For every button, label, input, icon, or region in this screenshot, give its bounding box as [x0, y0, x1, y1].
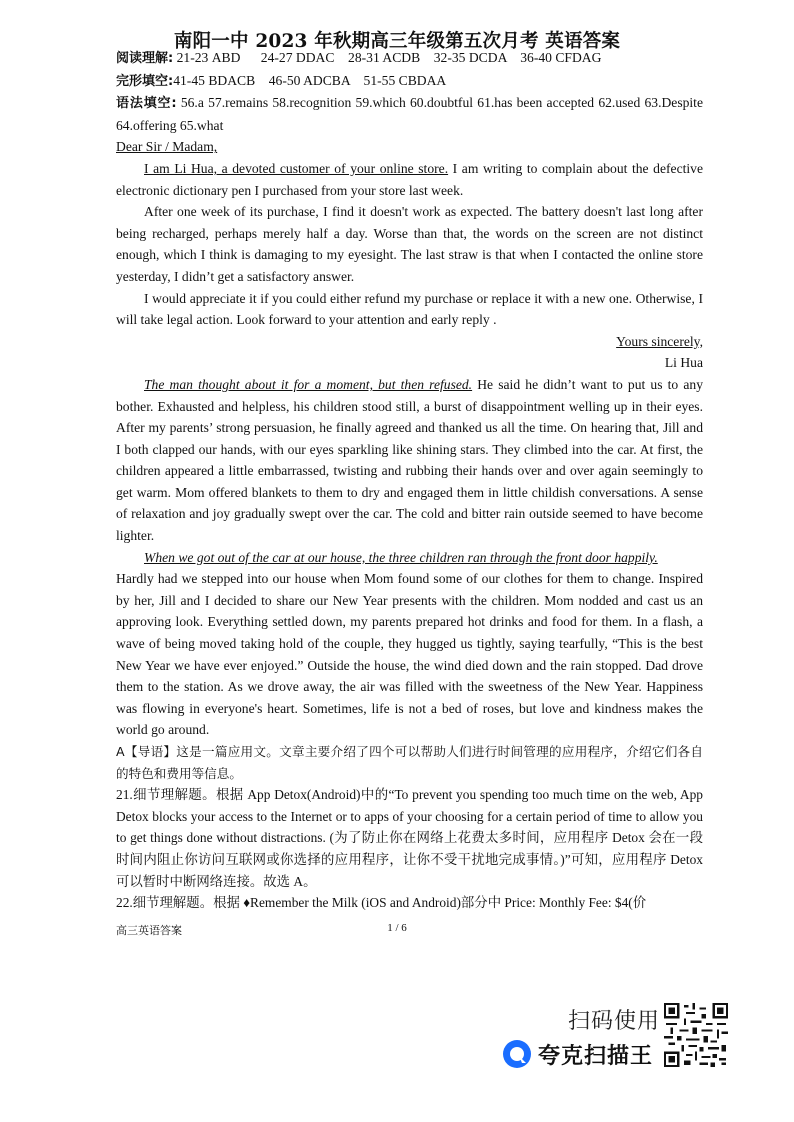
story-p2-lead: When we got out of the car at our house, the three children ran through the front door happily.	[144, 549, 658, 565]
explanation-q21: 21.细节理解题。根据 App Detox(Android)中的“To prevent you spending too much time on the web, App Detox blocks your access to the Internet or to apps of your choosing for a certain period of time to allow you to get things done without distractions. (为了防止你在网络上花费太多时间，应用程序 Detox 会在一段时间内阻止你访问互联网或你选择的应用程序，让你不受干扰地完成事情。)”可知，应用程序 Detox 可以暂时中断网络连接。故选 A。	[116, 787, 703, 889]
footer-page-number: 1 / 6	[387, 922, 407, 934]
reading-text: 21-23 ABD 24-27 DDAC 28-31 ACDB 32-35 DCDA 36-40 CFDAG	[173, 50, 602, 65]
letter-paragraph-2: After one week of its purchase, I find it doesn't work as expected. The battery doesn't last long after being recharged, perhaps merely half a day. Worse than that, the words on the screen are not distinct enough, which I think is damaging to my eyesight. The last straw is that when I contacted the online store yesterday, I didn’t get a satisfactory answer.	[116, 204, 703, 284]
explanation-intro: A【导语】这是一篇应用文。文章主要介绍了四个可以帮助人们进行时间管理的应用程序，介绍它们各自的特色和费用等信息。	[116, 744, 703, 781]
quark-logo-icon	[502, 1039, 532, 1069]
letter-signature: Li Hua	[664, 355, 703, 371]
grammar-answers	[116, 92, 703, 136]
explanation-q22: 22.细节理解题。根据 ♦Remember the Milk (iOS and Android)部分中 Price: Monthly Fee: $4(价	[116, 895, 647, 911]
story-p1-rest: He said he didn’t want to put us to any bother. Exhausted and helpless, his children stood still, a burst of disappointment welling up in their eyes. After my parents’ strong persuasion, he finally agreed and thanked us all the time. On hearing that, Jill and I both clapped our hands, with our eyes sparkling like shining stars. They climbed into the car. At first, the children appeared a little embarrassed, twisting and rubbing their hands over and over again seemingly to get warm. Mom offered blankets to them to dry and engaged them in little childish conversations. A sense of relaxation and joy gradually swept over the car. The cold and bitter rain outside seemed to have become lighter.	[116, 376, 703, 544]
story-p1-lead: The man thought about it for a moment, but then refused.	[144, 376, 473, 392]
page-title: 南阳一中 2023 年秋期高三年级第五次月考 英语答案	[173, 31, 621, 52]
letter-closing: Yours sincerely,	[616, 333, 703, 349]
story-paragraph-1	[116, 374, 703, 547]
qr-code-icon[interactable]	[664, 1003, 728, 1067]
scanner-brand-name: 夸克扫描王	[538, 1043, 654, 1069]
letter-paragraph-3: I would appreciate it if you could either refund my purchase or replace it with a new one. Otherwise, I will take legal action. Look forward to your attention and early reply .	[116, 290, 703, 328]
reading-label: 阅读理解:	[116, 51, 174, 66]
grammar-label: 语法填空:	[116, 96, 177, 112]
letter-p1-rest: I am writing to complain about the defective electronic dictionary pen I purchased from your store last week.	[116, 160, 703, 198]
scanner-brand	[502, 1036, 653, 1072]
letter-salutation: Dear Sir / Madam,	[116, 139, 218, 155]
cloze-label: 完形填空:	[116, 73, 174, 89]
scan-to-use-label: 扫码使用	[568, 1009, 661, 1034]
cloze-text: 41-45 BDACB 46-50 ADCBA 51-55 CBDAA	[173, 72, 447, 88]
letter-paragraph-1	[116, 158, 703, 201]
cloze-answers	[116, 70, 703, 93]
grammar-text: 56.a 57.remains 58.recognition 59.which 60.doubtful 61.has been accepted 62.used 63.Despite 64.offering 65.what	[116, 95, 703, 133]
document-body	[116, 47, 703, 914]
footer-subject: 高三英语答案	[116, 924, 182, 937]
story-paragraph-2: Hardly had we stepped into our house when Mom found some of our clothes for them to change. Inspired by her, Jill and I decided to share our New Year presents with the children. Mom nodded and cast us an approving look. Everything settled down, my parents prepared hot drinks and food for them. In a flash, a wave of being moved taking hold of the couple, they hugged us tightly, saying tearfully, “This is the best New Year we have ever enjoyed.” Outside the house, the wind died down and the rain stopped. Dad drove them to the station. As we drove away, the air was filled with the sweetness of the New Year. Happiness was flowing in everyone's heart. Sometimes, life is not a bed of roses, but love and kindness makes the world go around.	[116, 571, 703, 738]
reading-answers	[116, 47, 703, 70]
letter-opening-sentence: I am Li Hua, a devoted customer of your online store.	[144, 160, 449, 176]
